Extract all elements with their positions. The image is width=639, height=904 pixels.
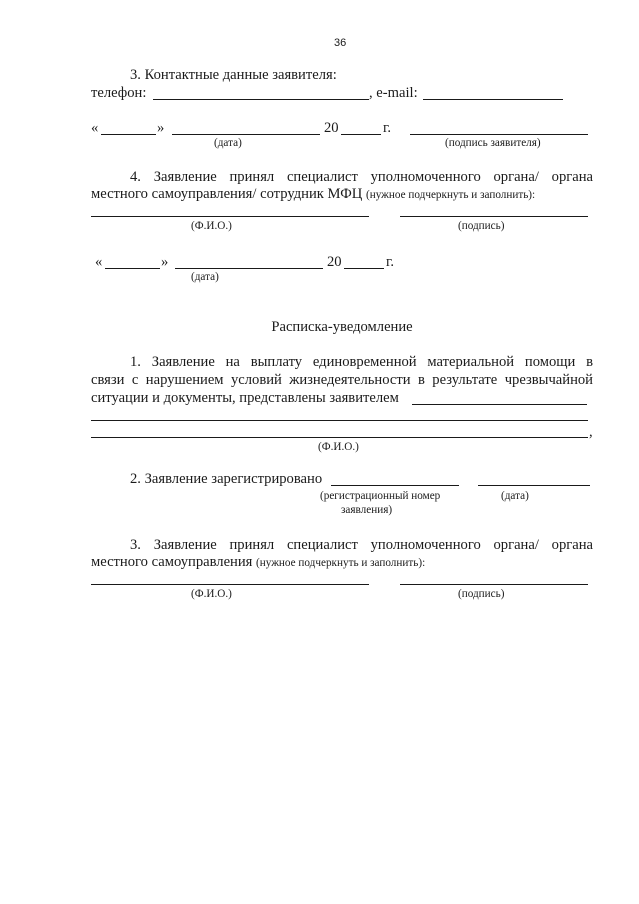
receipt-p1-line-2: связи с нарушением условий жизнедеятельности в результате чрезвычайной: [91, 372, 593, 388]
quote-open-2: «: [95, 254, 103, 270]
date-caption: (дата): [214, 137, 242, 149]
year-suffix: г.: [383, 120, 391, 136]
applicant-fio-line-3[interactable]: [91, 437, 588, 438]
registration-number-caption-2: заявления): [341, 504, 393, 516]
year-prefix: 20: [324, 120, 339, 136]
registration-date-line[interactable]: [478, 485, 590, 486]
receipt-specialist-fio-caption: (Ф.И.О.): [191, 588, 232, 600]
registration-number-line[interactable]: [331, 485, 459, 486]
month-field-line-2[interactable]: [175, 268, 323, 269]
quote-open: «: [91, 120, 99, 136]
applicant-fio-line-1[interactable]: [412, 404, 587, 405]
phone-label: телефон:: [91, 85, 147, 101]
registration-number-caption-1: (регистрационный номер: [320, 490, 441, 502]
year-field-line-2[interactable]: [344, 268, 384, 269]
comma: ,: [589, 424, 593, 440]
applicant-signature-line[interactable]: [410, 134, 588, 135]
registration-date-caption: (дата): [501, 490, 529, 502]
specialist-signature-caption: (подпись): [458, 220, 505, 232]
specialist-fio-line[interactable]: [91, 216, 369, 217]
day-field-line[interactable]: [101, 134, 156, 135]
applicant-fio-line-2[interactable]: [91, 420, 588, 421]
applicant-fio-caption: (Ф.И.О.): [318, 441, 359, 453]
receipt-p3-line-2-note: (нужное подчеркнуть и заполнить):: [256, 557, 426, 569]
accepted-line-2: [91, 185, 535, 203]
receipt-p1-line-1: 1. Заявление на выплату единовременной материальной помощи в: [130, 354, 593, 370]
accepted-line-2-note: (нужное подчеркнуть и заполнить):: [366, 189, 536, 201]
specialist-signature-line[interactable]: [400, 216, 588, 217]
month-field-line[interactable]: [172, 134, 320, 135]
email-label: , e-mail:: [369, 85, 418, 101]
date-caption-2: (дата): [191, 271, 219, 283]
specialist-fio-caption: (Ф.И.О.): [191, 220, 232, 232]
year-field-line[interactable]: [341, 134, 381, 135]
quote-close-2: »: [161, 254, 169, 270]
receipt-p3-line-1: 3. Заявление принял специалист уполномоченного органа/ органа: [130, 537, 593, 553]
receipt-specialist-fio-line[interactable]: [91, 584, 369, 585]
page-number: 36: [334, 37, 347, 49]
accepted-line-2-main: местного самоуправления/ сотрудник МФЦ: [91, 186, 366, 202]
receipt-title: Расписка-уведомление: [271, 319, 413, 335]
receipt-p3-line-2-main: местного самоуправления: [91, 554, 257, 570]
accepted-line-1: 4. Заявление принял специалист уполномоченного органа/ органа: [130, 169, 593, 185]
registered-label: 2. Заявление зарегистрировано: [130, 471, 323, 487]
receipt-specialist-signature-caption: (подпись): [458, 588, 505, 600]
email-field-line[interactable]: [423, 99, 563, 100]
applicant-signature-caption: (подпись заявителя): [445, 137, 541, 149]
receipt-specialist-signature-line[interactable]: [400, 584, 588, 585]
phone-field-line[interactable]: [153, 99, 369, 100]
year-prefix-2: 20: [327, 254, 342, 270]
year-suffix-2: г.: [386, 254, 394, 270]
day-field-line-2[interactable]: [105, 268, 160, 269]
receipt-p1-line-3: ситуации и документы, представлены заявителем: [91, 390, 399, 406]
quote-close: »: [157, 120, 165, 136]
contacts-heading: 3. Контактные данные заявителя:: [130, 67, 337, 83]
receipt-p3-line-2: [91, 553, 425, 571]
